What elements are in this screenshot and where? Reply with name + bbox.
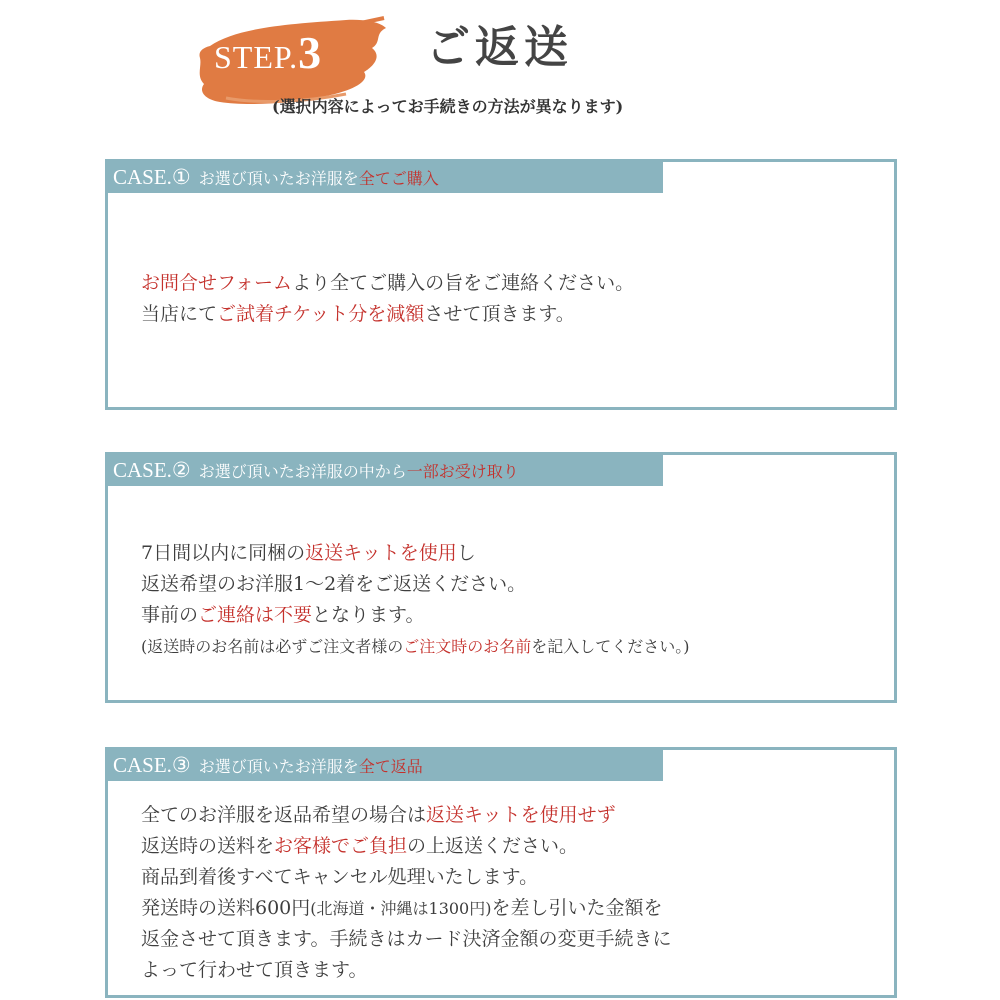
text-span: させて頂きます。 [424,303,575,325]
text-span: よって行わせて頂きます。 [141,959,368,981]
text-span: 事前の [141,604,199,626]
step-header [0,0,1000,140]
body-line [141,569,690,600]
body-note [141,631,690,662]
body-line [141,955,671,986]
text-span: 7日間以内に同梱の [141,542,306,564]
body-line [141,800,671,831]
case-number: CASE.① [113,165,191,189]
case-description: お選び頂いたお洋服を [198,169,359,188]
text-span: 当店にて [141,303,218,325]
text-span: 商品到着後すべてキャンセル処理いたします。 [141,866,539,888]
step-number: 3 [298,27,322,78]
text-span: を差し引いた金額を [491,897,663,919]
page-subtitle: (選択内容によってお手続きの方法が異なります) [272,97,624,116]
text-span: ご注文時のお名前 [403,637,532,656]
case-body [141,800,671,986]
step-badge-text [214,27,322,78]
body-line [141,600,690,631]
text-span: ご連絡は不要 [198,604,313,626]
text-span: ご試着チケット分を減額 [217,303,425,325]
case-highlight: 一部お受け取り [406,462,519,481]
body-line [141,538,690,569]
text-span: お問合せフォーム [141,272,293,294]
text-span: より全てご購入の旨をご連絡ください。 [292,272,635,294]
text-span: となります。 [312,604,425,626]
text-span: 発送時の送料600円 [141,897,311,919]
text-span: を記入してください。) [531,637,690,656]
text-span: 返金させて頂きます。手続きはカード決済金額の変更手続きに [141,928,672,950]
case-card-1 [105,159,897,410]
case-description: お選び頂いたお洋服を [198,757,359,776]
body-line [141,893,671,924]
body-line [141,831,671,862]
case-number: CASE.③ [113,753,191,777]
body-line [141,862,671,893]
body-line [141,268,634,299]
step-label: STEP. [214,39,299,75]
body-line [141,924,671,955]
text-span: (北海道・沖縄は1300円) [310,899,492,918]
text-span: の上返送ください。 [407,835,579,857]
case-number: CASE.② [113,458,191,482]
case-header [108,750,663,781]
text-span: (返送時のお名前は必ずご注文者様の [141,637,404,656]
case-highlight: 全て返品 [358,757,423,776]
text-span: し [456,542,476,564]
text-span: 返送キットを使用 [305,542,457,564]
case-card-2 [105,452,897,703]
body-line [141,299,634,330]
text-span: 返送希望のお洋服1〜2着をご返送ください。 [141,573,527,595]
case-header [108,455,663,486]
case-header [108,162,663,193]
text-span: 返送時の送料を [141,835,275,857]
case-card-3 [105,747,897,998]
page-title: ご返送 [426,22,573,73]
case-body [141,268,634,330]
text-span: 全てのお洋服を返品希望の場合は [141,804,427,826]
case-description: お選び頂いたお洋服の中から [198,462,407,481]
case-body [141,538,690,662]
text-span: 返送キットを使用せず [426,804,616,826]
text-span: お客様でご負担 [274,835,408,857]
case-highlight: 全てご購入 [358,169,439,188]
